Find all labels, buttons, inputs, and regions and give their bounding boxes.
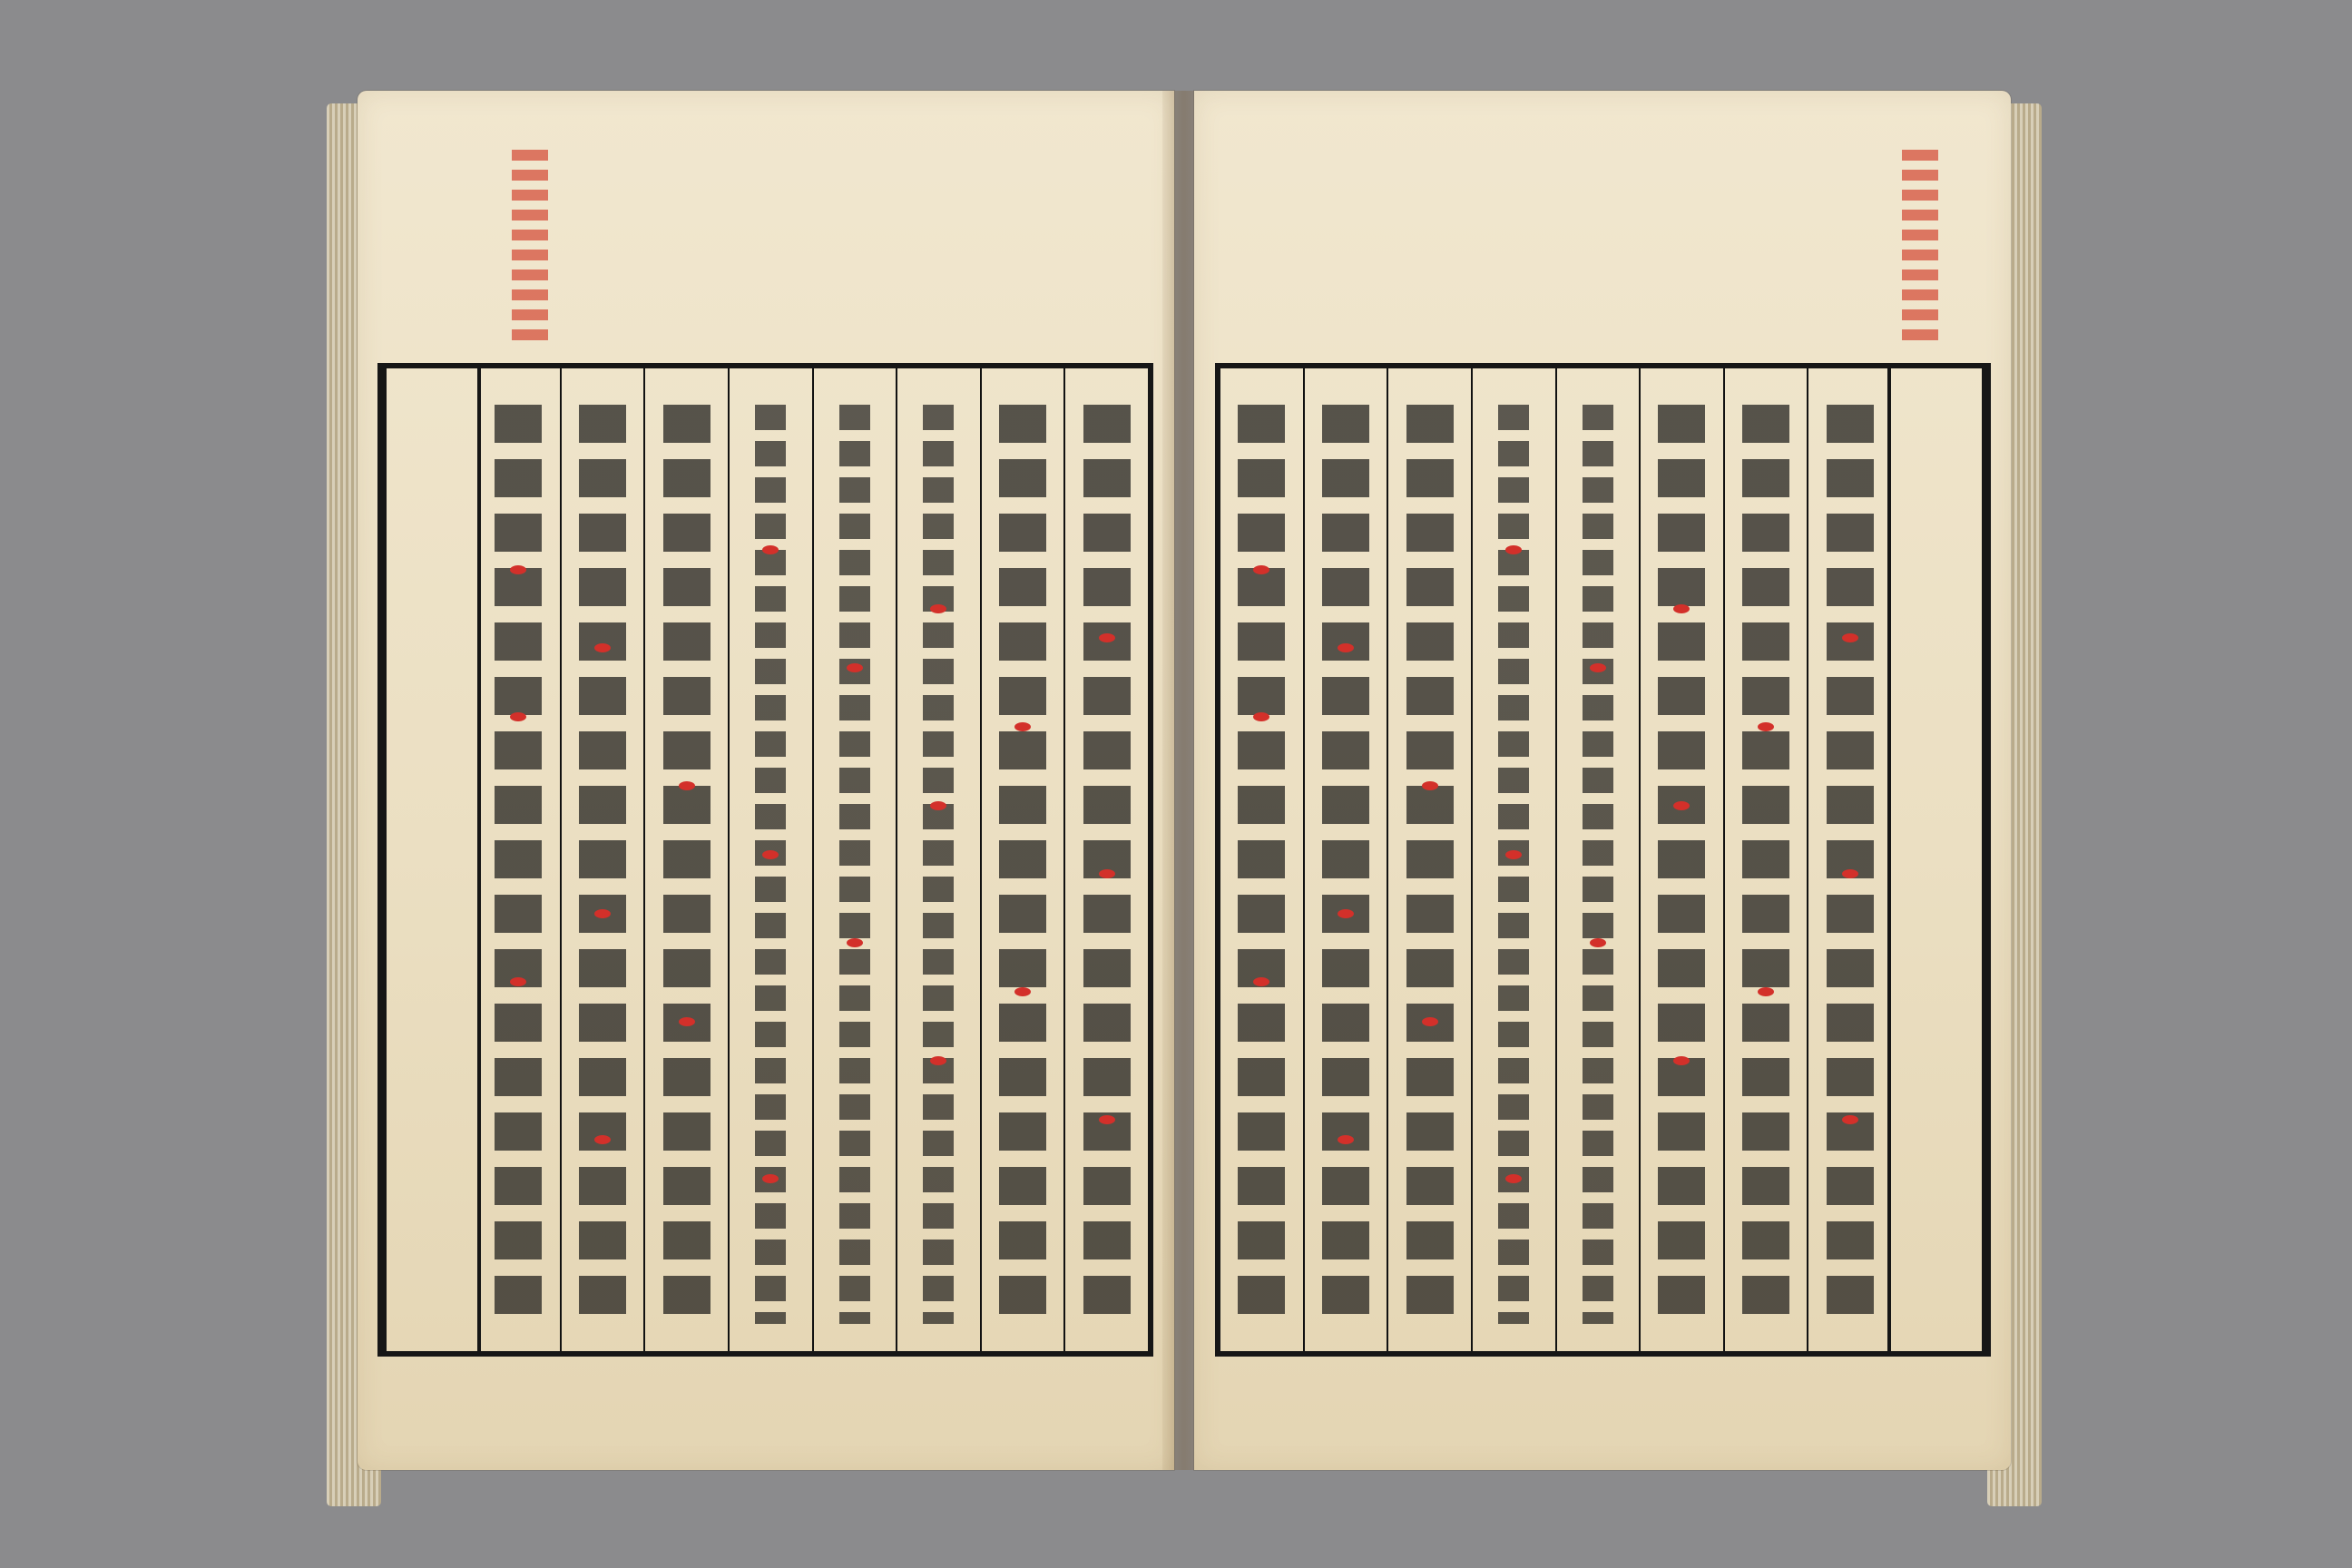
red-punctuation-mark [1673,1056,1690,1065]
red-punctuation-mark [510,977,526,986]
right-text-frame [1215,363,1991,1357]
red-punctuation-mark [1673,604,1690,613]
fishtail-center-band [1887,368,1985,1351]
right-page [1194,91,2011,1470]
red-punctuation-mark [847,938,863,947]
red-punctuation-mark [594,643,611,652]
red-punctuation-mark [762,545,779,554]
red-punctuation-mark [1842,869,1858,878]
red-punctuation-mark [1842,633,1858,642]
red-punctuation-mark [679,1017,695,1026]
red-punctuation-mark [679,781,695,790]
text-column [1388,368,1473,1351]
red-punctuation-mark [594,909,611,918]
red-punctuation-mark [1590,938,1606,947]
red-punctuation-mark [1253,712,1269,721]
red-punctuation-mark [1842,1115,1858,1124]
text-column [562,368,646,1351]
red-punctuation-mark [1253,977,1269,986]
red-punctuation-mark [930,1056,946,1065]
text-column [1641,368,1725,1351]
red-punctuation-mark [510,565,526,574]
red-punctuation-mark [1505,545,1522,554]
commentary-column [897,368,982,1351]
red-punctuation-mark [762,1174,779,1183]
red-punctuation-mark [1099,869,1115,878]
text-column [982,368,1066,1351]
red-punctuation-mark [594,1135,611,1144]
red-punctuation-mark [1099,1115,1115,1124]
red-handwritten-annotation [1902,150,1938,349]
red-punctuation-mark [1505,1174,1522,1183]
text-column [645,368,730,1351]
fishtail-center-band [383,368,481,1351]
red-punctuation-mark [1253,565,1269,574]
red-punctuation-mark [1014,722,1031,731]
red-punctuation-mark [762,850,779,859]
text-column [1305,368,1389,1351]
red-punctuation-mark [1338,909,1354,918]
text-column [1065,368,1148,1351]
open-book [327,73,2042,1506]
red-punctuation-mark [1422,1017,1438,1026]
red-punctuation-mark [1590,663,1606,672]
text-column [477,368,562,1351]
text-column [1220,368,1305,1351]
red-punctuation-mark [1758,722,1774,731]
red-punctuation-mark [510,712,526,721]
red-handwritten-annotation [512,150,548,349]
red-punctuation-mark [1014,987,1031,996]
red-punctuation-mark [930,801,946,810]
left-text-frame [377,363,1153,1357]
red-punctuation-mark [1505,850,1522,859]
text-column [1725,368,1809,1351]
red-punctuation-mark [1338,1135,1354,1144]
red-punctuation-mark [1099,633,1115,642]
red-punctuation-mark [1338,643,1354,652]
red-punctuation-mark [847,663,863,672]
red-punctuation-mark [1758,987,1774,996]
red-punctuation-mark [1422,781,1438,790]
text-column [1808,368,1891,1351]
red-punctuation-mark [930,604,946,613]
commentary-column [814,368,898,1351]
red-punctuation-mark [1673,801,1690,810]
commentary-column [1473,368,1557,1351]
commentary-column [1557,368,1642,1351]
left-page [358,91,1174,1470]
commentary-column [730,368,814,1351]
